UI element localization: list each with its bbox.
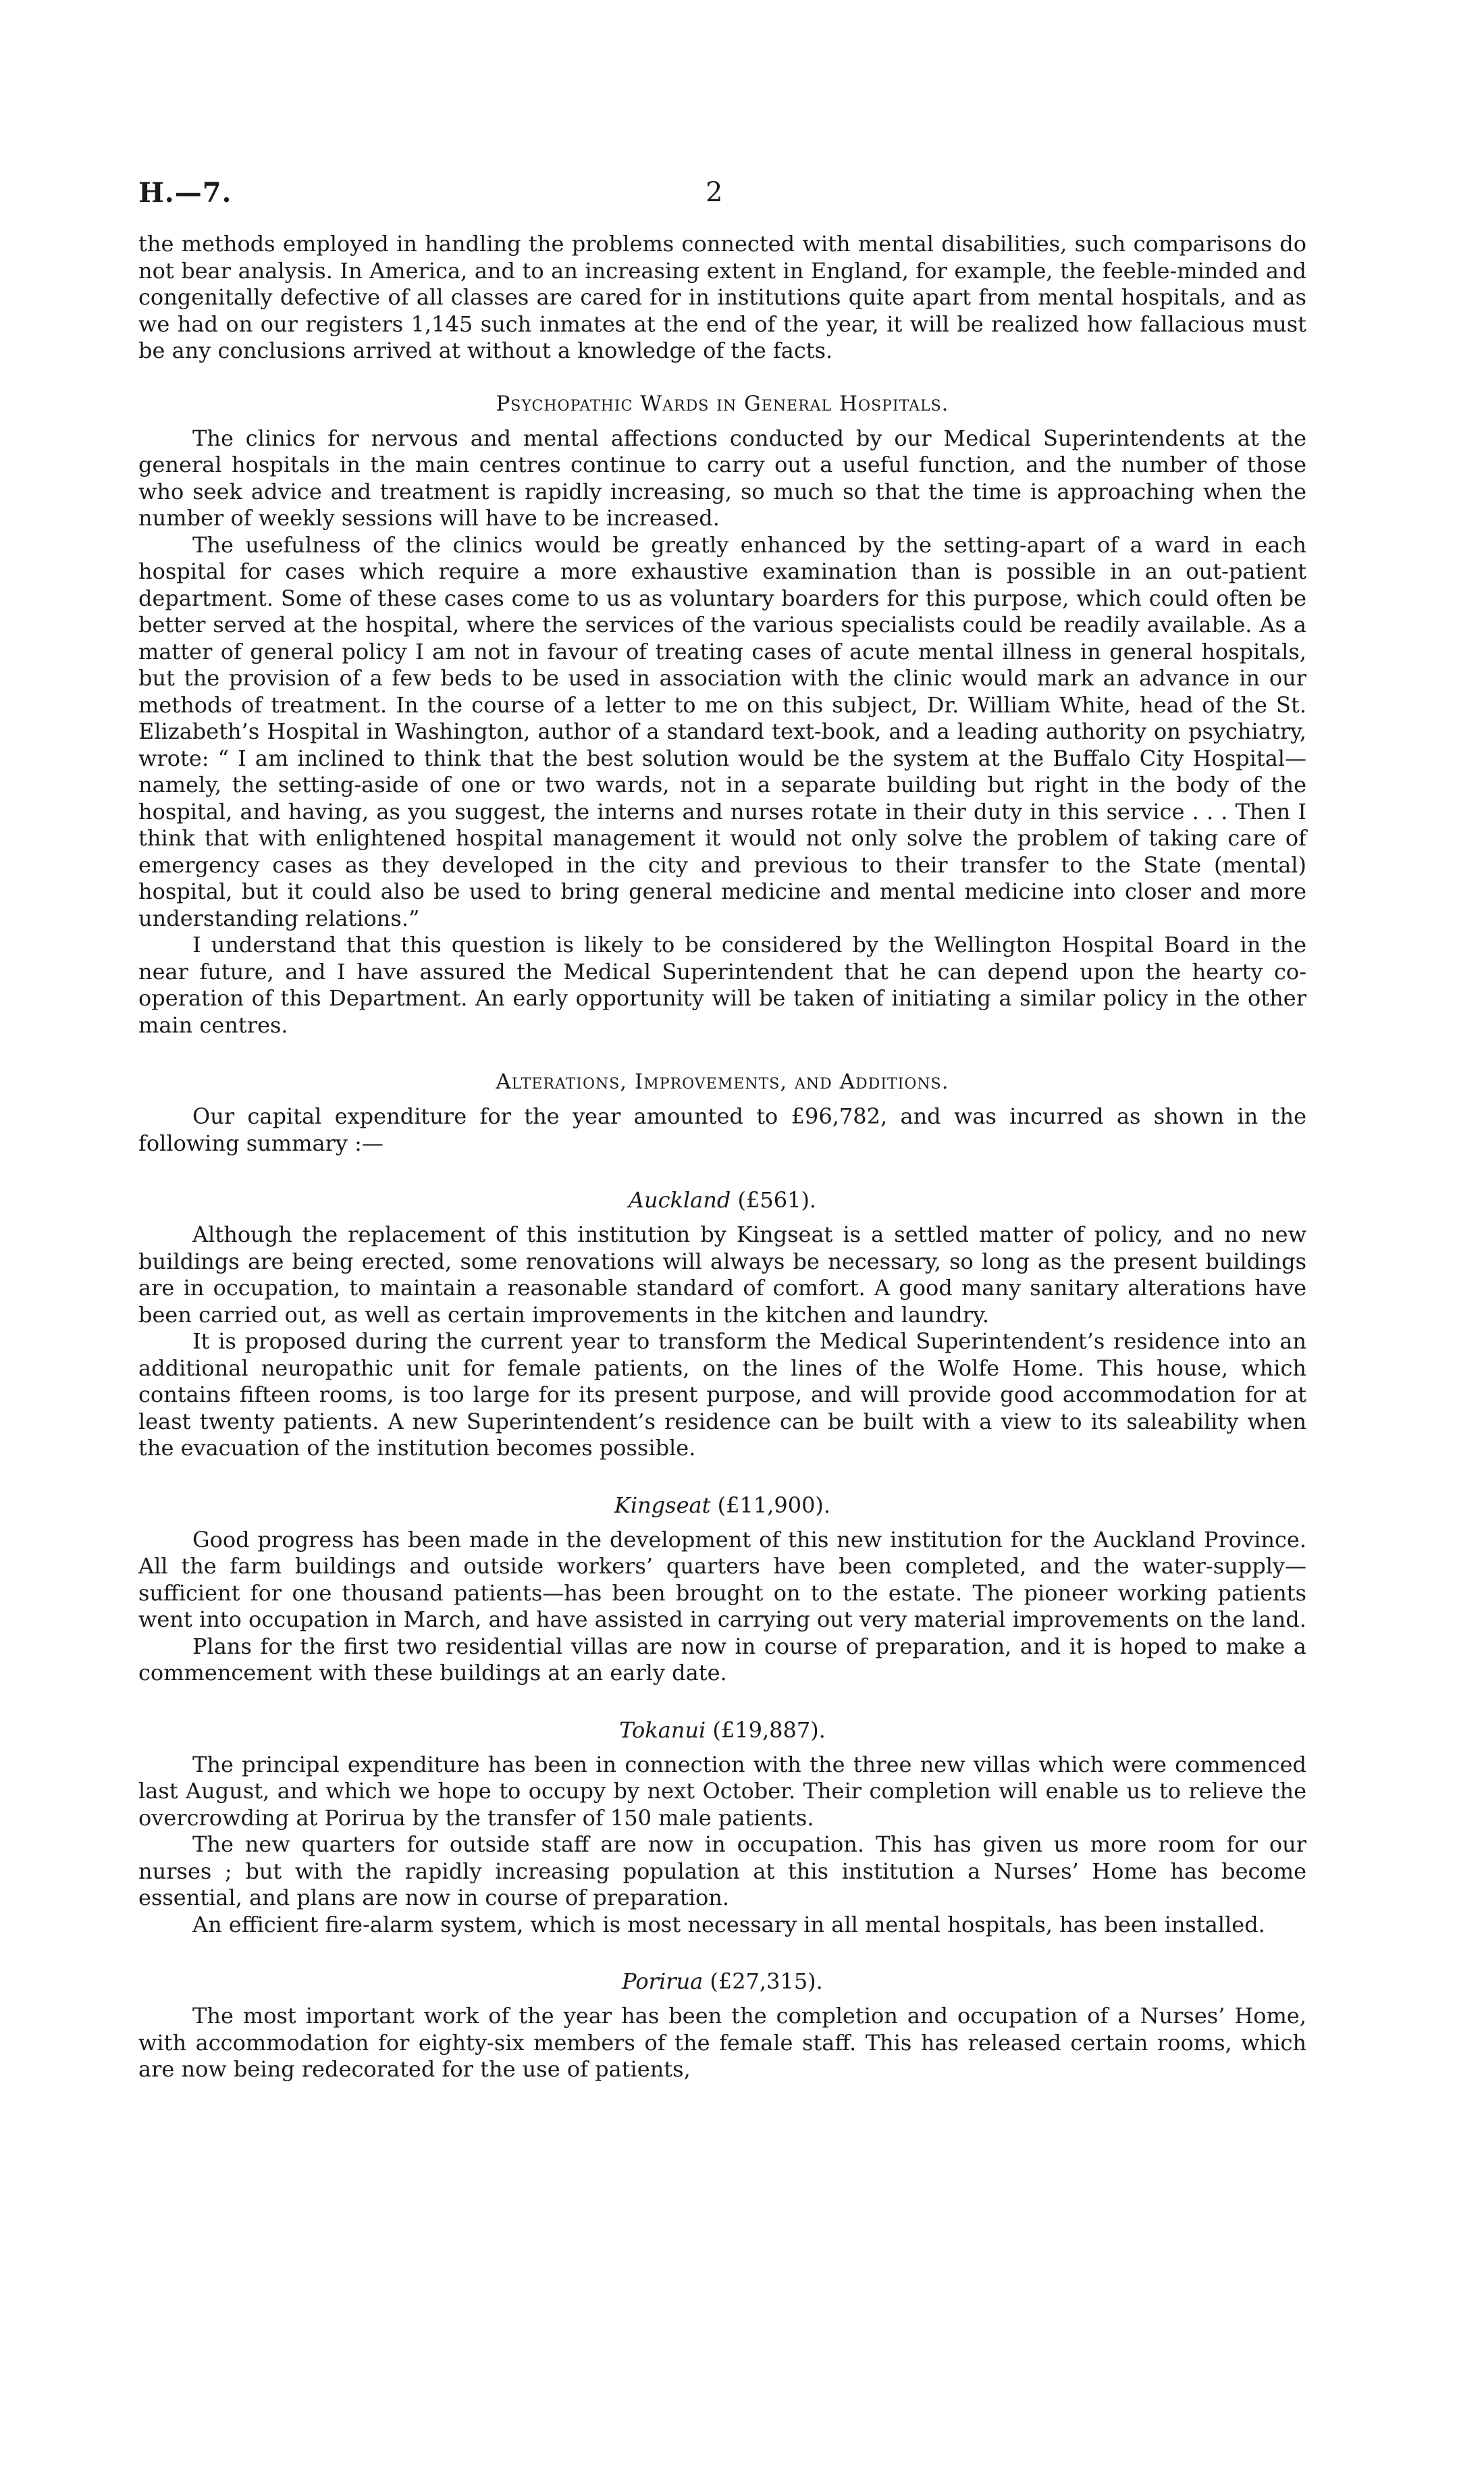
paragraph: The new quarters for outside staff are now in occupation. This has given us more room for our nurses ; but with the rapidly increasing population at this institution a Nurses’ Home has become essential, and plans are now in course of preparation. <box>138 1831 1306 1910</box>
paragraph: Although the replacement of this institution by Kingseat is a settled matter of policy, and no new buildings are being erected, some renovations will always be necessary, so long as the present buildings are in occupation, to maintain a reasonable standard of comfort. A good many sanitary alterations have been carried out, as well as certain improvements in the kitchen and laundry. <box>138 1222 1306 1328</box>
paragraph: The most important work of the year has been the completion and occupation of a Nurses’ Home, with accommodation for eighty-six members of the female staff. This has released certain rooms, which are now being redecorated for the use of patients, <box>138 2003 1306 2082</box>
subsection-place: Auckland <box>628 1187 731 1213</box>
subsection-place: Tokanui <box>619 1717 706 1743</box>
subsection-amount: (£27,315). <box>710 1968 823 1994</box>
document-reference: H.—7. <box>138 177 232 209</box>
document-page <box>138 177 1306 2083</box>
subsection-place: Kingseat <box>614 1492 711 1518</box>
paragraph: The clinics for nervous and mental affections conducted by our Medical Superintendents at the general hospitals in the main centres continue to carry out a useful function, and the number of those who seek advice and treatment is rapidly increasing, so much so that the time is approaching when the number of weekly sessions will have to be increased. <box>138 425 1306 531</box>
paragraph: Good progress has been made in the development of this new institution for the Auckland Province. All the farm buildings and outside workers’ quarters have been completed, and the water-supply—sufficient for one thousand patients—has been brought on to the estate. The pioneer working patients went into occupation in March, and have assisted in carrying out very material improvements on the land. <box>138 1526 1306 1632</box>
paragraph: It is proposed during the current year to transform the Medical Superintendent’s residence into an additional neuropathic unit for female patients, on the lines of the Wolfe Home. This house, which contains fifteen rooms, is too large for its present purpose, and will provide good accommodation for at least twenty patients. A new Superintendent’s residence can be built with a view to its saleability when the evacuation of the institution becomes possible. <box>138 1328 1306 1461</box>
paragraph: The usefulness of the clinics would be greatly enhanced by the setting-apart of a ward in each hospital for cases which require a more exhaustive examination than is possible in an out-patient department. Some of these cases come to us as voluntary boarders for this purpose, which could often be better served at the hospital, where the services of the various specialists could be readily available. As a matter of general policy I am not in favour of treating cases of acute mental illness in general hospitals, but the provision of a few beds to be used in association with the clinic would mark an advance in our methods of treatment. In the course of a letter to me on this subject, Dr. William White, head of the St. Elizabeth’s Hospital in Washington, author of a standard text-book, and a leading authority on psychiatry, wrote: “ I am inclined to think that the best solution would be the system at the Buffalo City Hospital—namely, the setting-aside of one or two wards, not in a separate building but right in the body of the hospital, and having, as you suggest, the interns and nurses rotate in their duty in this service . . . Then I think that with enlightened hospital management it would not only solve the problem of taking care of emergency cases as they developed in the city and previous to their transfer to the State (mental) hospital, but it could also be used to bring general medicine and mental medicine into closer and more understanding relations.” <box>138 531 1306 931</box>
subsection-title-kingseat <box>138 1492 1306 1519</box>
subsection-title-porirua <box>138 1968 1306 1995</box>
paragraph: An efficient fire-alarm system, which is most necessary in all mental hospitals, has been installed. <box>192 1911 1265 1937</box>
paragraph: I understand that this question is likely to be considered by the Wellington Hospital Board in the near future, and I have assured the Medical Superintendent that he can depend upon the hearty co-operation of this Department. An early opportunity will be taken of initiating a similar policy in the other main centres. <box>138 932 1306 1038</box>
subsection-amount: (£19,887). <box>712 1717 826 1743</box>
section-title-psychopathic-wards: Psychopathic Wards in General Hospitals. <box>496 391 949 416</box>
subsection-amount: (£561). <box>737 1187 817 1213</box>
subsection-title-auckland <box>138 1186 1306 1213</box>
intro-paragraph: the methods employed in handling the problems connected with mental disabilities, such comparisons do not bear analysis. In America, and to an increasing extent in England, for example, the feeble-minded and congenitally defective of all classes are cared for in institutions quite apart from mental hospitals, and as we had on our registers 1,145 such inmates at the end of the year, it will be realized how fallacious must be any conclusions arrived at without a knowledge of the facts. <box>138 231 1306 363</box>
subsection-place: Porirua <box>622 1968 704 1994</box>
paragraph: Our capital expenditure for the year amounted to £96,782, and was incurred as shown in the following summary :— <box>138 1103 1306 1156</box>
page-header <box>138 177 1306 231</box>
page-number: 2 <box>706 177 723 208</box>
subsection-title-tokanui <box>138 1717 1306 1744</box>
section-title-alterations: Alterations, Improvements, and Additions. <box>496 1070 949 1094</box>
paragraph: Plans for the first two residential villas are now in course of preparation, and it is hoped to make a commencement with these buildings at an early date. <box>138 1633 1306 1686</box>
paragraph: The principal expenditure has been in connection with the three new villas which were commenced last August, and which we hope to occupy by next October. Their completion will enable us to relieve the overcrowding at Porirua by the transfer of 150 male patients. <box>138 1751 1306 1831</box>
subsection-amount: (£11,900). <box>717 1492 831 1518</box>
